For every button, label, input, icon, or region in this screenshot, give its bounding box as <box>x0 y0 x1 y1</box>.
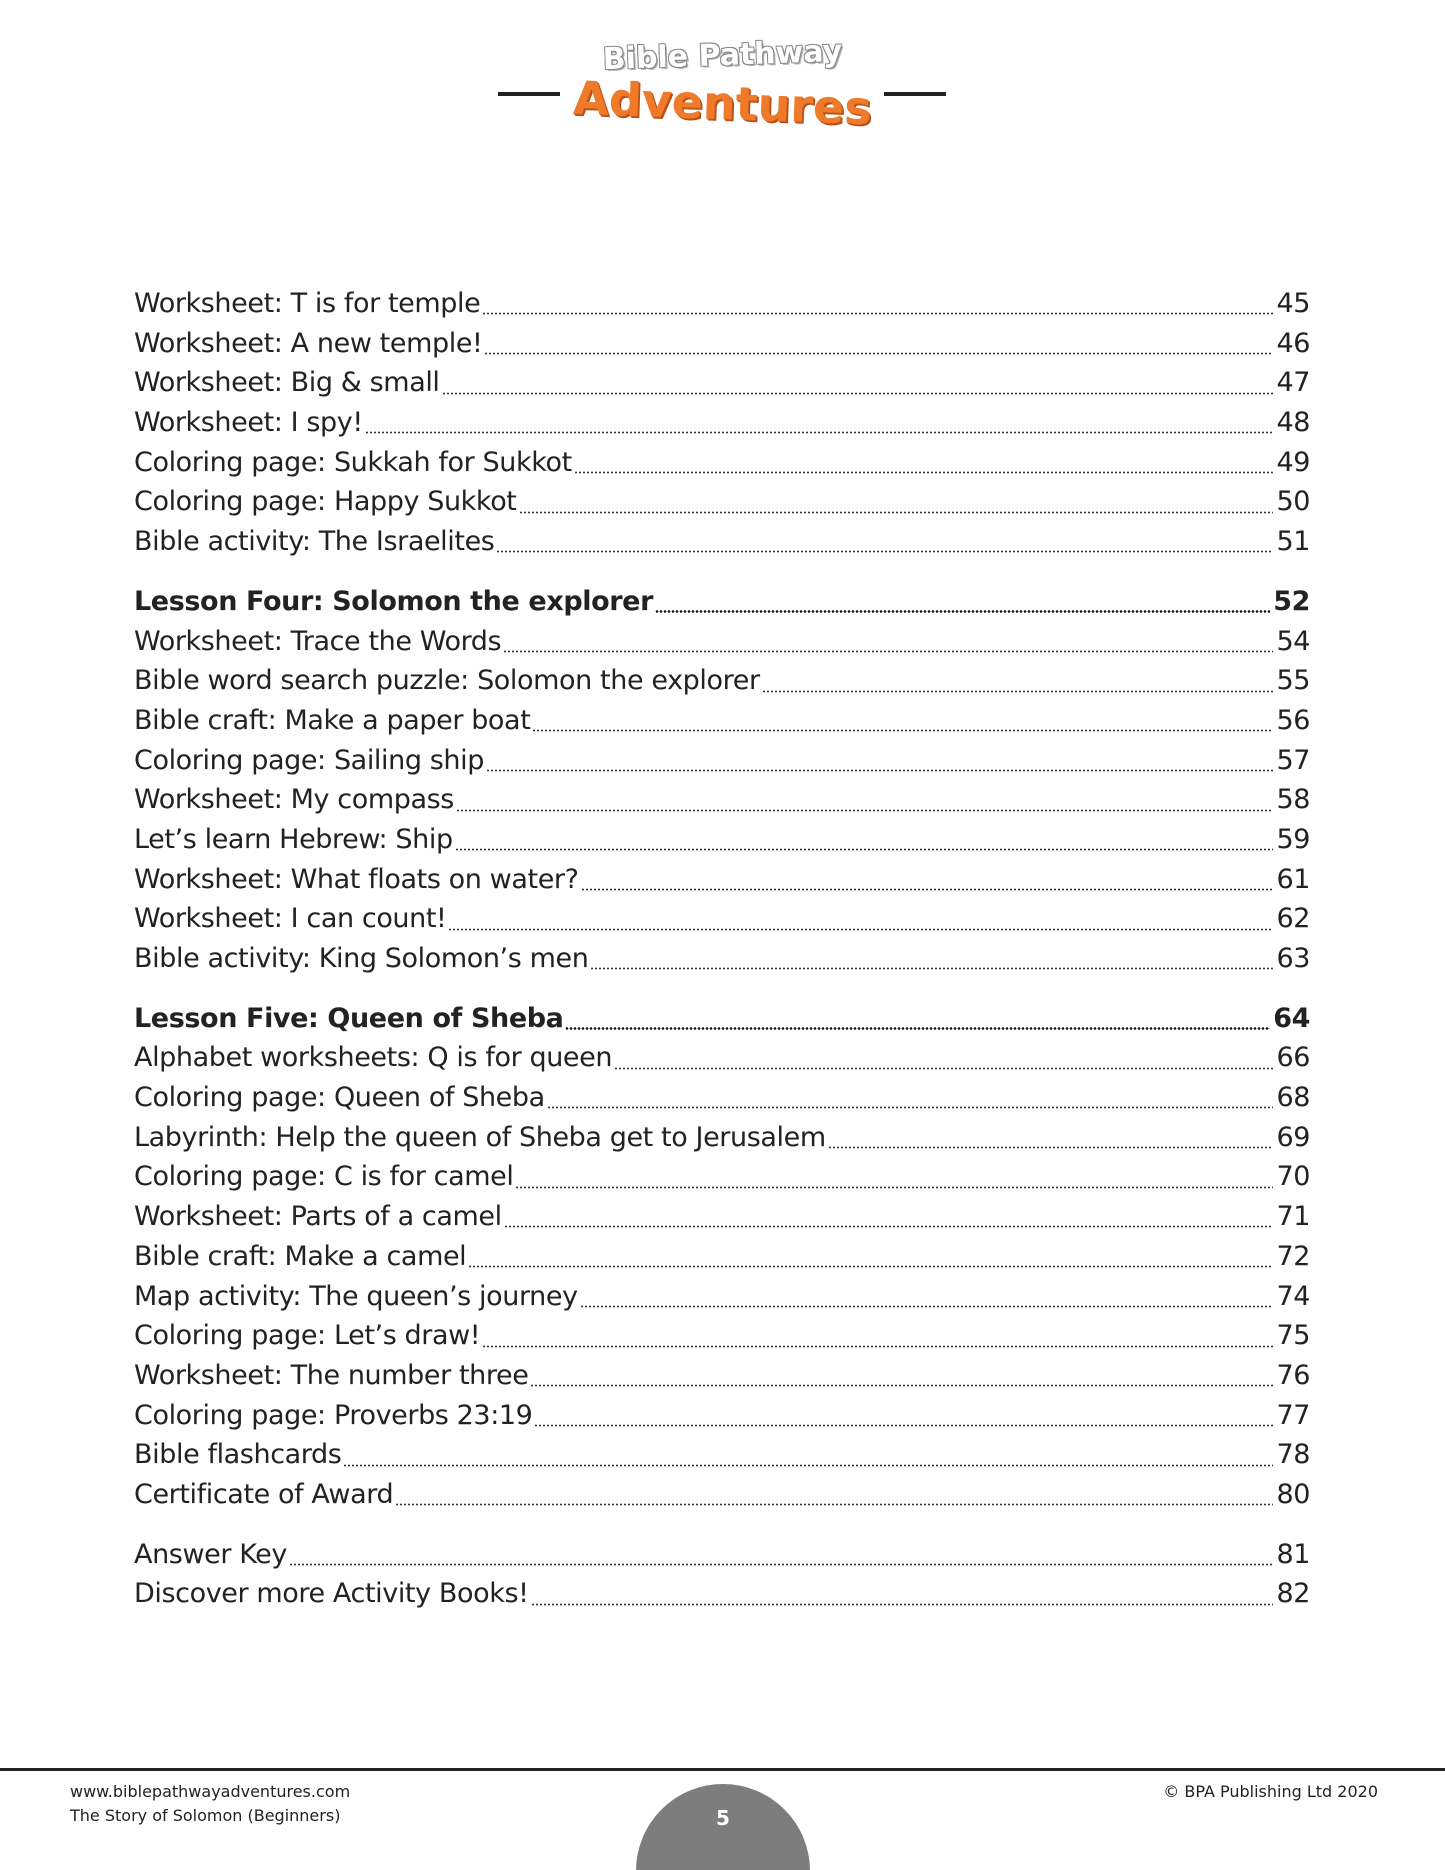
toc-entry-page: 55 <box>1276 665 1310 697</box>
toc-entry-page: 61 <box>1276 863 1310 895</box>
toc-dot-leader <box>614 1067 1273 1070</box>
logo-line-2: Adventures <box>572 70 873 136</box>
toc-entry-title: Answer Key <box>134 1538 287 1570</box>
toc-dot-leader <box>565 1027 1270 1030</box>
toc-dot-leader <box>456 809 1273 812</box>
toc-entry-title: Worksheet: A new temple! <box>134 327 483 359</box>
toc-dot-leader <box>503 650 1273 653</box>
toc-group-spacer <box>134 979 1310 999</box>
toc-entry-page: 52 <box>1273 585 1310 617</box>
toc-entry-page: 75 <box>1276 1320 1310 1352</box>
toc-entry-page: 69 <box>1276 1121 1310 1153</box>
toc-entry-page: 78 <box>1276 1439 1310 1471</box>
toc-entry-title: Worksheet: T is for temple <box>134 288 481 319</box>
toc-entry-page: 64 <box>1273 1002 1310 1034</box>
toc-entry-title: Worksheet: Parts of a camel <box>134 1201 502 1233</box>
toc-entry-title: Lesson Five: Queen of Sheba <box>134 1002 564 1034</box>
toc-entry[interactable] <box>134 1535 1310 1575</box>
toc-dot-leader <box>289 1563 1273 1566</box>
toc-entry-title: Coloring page: Proverbs 23:19 <box>134 1399 533 1431</box>
footer-divider <box>0 1768 1445 1771</box>
toc-dot-leader <box>762 690 1274 693</box>
toc-dot-leader <box>531 1603 1274 1606</box>
toc-entry-title: Bible craft: Make a paper boat <box>134 704 531 736</box>
toc-entry-page: 57 <box>1276 744 1310 776</box>
toc-entry-page: 49 <box>1276 446 1310 478</box>
toc-entry[interactable] <box>134 284 1310 324</box>
toc-dot-leader <box>442 392 1274 395</box>
table-of-contents <box>134 284 1310 1614</box>
footer-book-title: The Story of Solomon (Beginners) <box>70 1806 341 1825</box>
toc-dot-leader <box>534 1424 1273 1427</box>
toc-entry-title: Worksheet: I spy! <box>134 407 363 439</box>
toc-entry-page: 50 <box>1276 486 1310 518</box>
toc-entry-title: Lesson Four: Solomon the explorer <box>134 585 654 617</box>
toc-dot-leader <box>365 431 1274 434</box>
footer-copyright: © BPA Publishing Ltd 2020 <box>1163 1782 1378 1801</box>
toc-entry-page: 80 <box>1276 1478 1310 1510</box>
toc-entry-page: 59 <box>1276 823 1310 855</box>
toc-entry-title: Coloring page: Queen of Sheba <box>134 1082 545 1114</box>
toc-group-spacer <box>134 562 1310 582</box>
toc-entry[interactable] <box>134 443 1310 483</box>
toc-entry-title: Let’s learn Hebrew: Ship <box>134 823 453 855</box>
toc-dot-leader <box>448 928 1273 931</box>
toc-entry[interactable] <box>134 899 1310 939</box>
toc-dot-leader <box>484 352 1273 355</box>
toc-entry-title: Bible flashcards <box>134 1439 342 1471</box>
footer-left <box>70 1780 350 1828</box>
toc-entry[interactable] <box>134 741 1310 781</box>
toc-entry-title: Worksheet: My compass <box>134 784 454 816</box>
toc-dot-leader <box>515 1186 1273 1189</box>
toc-dot-leader <box>482 1345 1273 1348</box>
toc-dot-leader <box>468 1265 1273 1268</box>
toc-entry[interactable] <box>134 1356 1310 1396</box>
toc-entry-title: Discover more Activity Books! <box>134 1578 529 1610</box>
toc-entry-title: Bible craft: Make a camel <box>134 1240 467 1272</box>
toc-entry-title: Worksheet: Big & small <box>134 367 440 399</box>
toc-entry[interactable] <box>134 1316 1310 1356</box>
toc-entry-page: 81 <box>1276 1538 1310 1570</box>
toc-entry-page: 68 <box>1276 1082 1310 1114</box>
toc-entry[interactable] <box>134 363 1310 403</box>
toc-entry-page: 51 <box>1276 526 1310 558</box>
toc-entry[interactable] <box>134 1574 1310 1614</box>
toc-entry-title: Worksheet: The number three <box>134 1359 529 1391</box>
toc-entry-title: Coloring page: Sukkah for Sukkot <box>134 446 572 478</box>
toc-entry[interactable] <box>134 1078 1310 1118</box>
toc-entry-title: Certificate of Award <box>134 1478 394 1510</box>
toc-dot-leader <box>828 1146 1274 1149</box>
toc-entry[interactable] <box>134 939 1310 979</box>
toc-dot-leader <box>482 312 1273 315</box>
toc-entry-title: Alphabet worksheets: Q is for queen <box>134 1042 613 1074</box>
toc-dot-leader <box>519 511 1274 514</box>
toc-group-spacer <box>134 1515 1310 1535</box>
toc-entry[interactable] <box>134 661 1310 701</box>
toc-entry[interactable] <box>134 1038 1310 1078</box>
toc-entry-page: 63 <box>1276 943 1310 974</box>
toc-entry-page: 71 <box>1276 1201 1310 1233</box>
toc-entry[interactable] <box>134 1396 1310 1436</box>
toc-dot-leader <box>486 769 1273 772</box>
toc-entry-page: 70 <box>1276 1161 1310 1193</box>
toc-entry[interactable] <box>134 1157 1310 1197</box>
toc-entry-page: 62 <box>1276 903 1310 935</box>
toc-dot-leader <box>530 1384 1273 1387</box>
toc-entry-page: 77 <box>1276 1399 1310 1431</box>
toc-lesson-heading[interactable] <box>134 582 1310 622</box>
toc-dot-leader <box>504 1225 1274 1228</box>
toc-entry-title: Coloring page: Sailing ship <box>134 744 484 776</box>
toc-entry-title: Coloring page: Let’s draw! <box>134 1320 481 1352</box>
toc-entry[interactable] <box>134 780 1310 820</box>
toc-entry-page: 76 <box>1276 1359 1310 1391</box>
toc-entry[interactable] <box>134 324 1310 364</box>
toc-entry[interactable] <box>134 1435 1310 1475</box>
toc-entry-title: Bible word search puzzle: Solomon the explorer <box>134 665 760 697</box>
toc-entry-title: Bible activity: King Solomon’s men <box>134 943 589 974</box>
toc-entry-title: Worksheet: I can count! <box>134 903 447 935</box>
toc-entry[interactable] <box>134 1277 1310 1317</box>
toc-entry-title: Labyrinth: Help the queen of Sheba get to Jerusalem <box>134 1121 826 1153</box>
toc-entry-page: 72 <box>1276 1240 1310 1272</box>
toc-entry-title: Worksheet: What floats on water? <box>134 863 579 895</box>
toc-entry-title: Coloring page: C is for camel <box>134 1161 514 1193</box>
toc-entry[interactable] <box>134 1237 1310 1277</box>
toc-dot-leader <box>655 610 1270 613</box>
toc-lesson-heading[interactable] <box>134 999 1310 1039</box>
toc-entry[interactable] <box>134 522 1310 562</box>
toc-dot-leader <box>343 1464 1273 1467</box>
logo-line-1: Bible Pathway <box>602 33 843 78</box>
toc-entry-page: 66 <box>1276 1042 1310 1074</box>
toc-dot-leader <box>574 471 1274 474</box>
toc-entry-page: 54 <box>1276 625 1310 657</box>
toc-dot-leader <box>532 729 1273 732</box>
toc-entry[interactable] <box>134 860 1310 900</box>
toc-entry-page: 47 <box>1276 367 1310 399</box>
footer-website[interactable]: www.biblepathwayadventures.com <box>70 1782 351 1801</box>
toc-entry-page: 74 <box>1276 1280 1310 1312</box>
toc-entry[interactable] <box>134 1475 1310 1515</box>
toc-entry-title: Map activity: The queen’s journey <box>134 1280 578 1312</box>
toc-entry-page: 46 <box>1276 327 1310 359</box>
toc-entry-page: 82 <box>1276 1578 1310 1610</box>
toc-entry[interactable] <box>134 482 1310 522</box>
toc-dot-leader <box>547 1106 1274 1109</box>
bible-pathway-adventures-logo <box>0 32 1445 142</box>
toc-entry-title: Worksheet: Trace the Words <box>134 625 502 657</box>
toc-dot-leader <box>580 1305 1274 1308</box>
toc-dot-leader <box>496 550 1273 553</box>
toc-entry[interactable] <box>134 403 1310 443</box>
page-number: 5 <box>716 1806 730 1830</box>
toc-entry[interactable] <box>134 622 1310 662</box>
toc-entry[interactable] <box>134 1197 1310 1237</box>
page-number-badge <box>636 1784 810 1870</box>
toc-entry[interactable] <box>134 820 1310 860</box>
toc-entry-page: 56 <box>1276 704 1310 736</box>
toc-entry[interactable] <box>134 701 1310 741</box>
toc-entry[interactable] <box>134 1118 1310 1158</box>
toc-entry-title: Coloring page: Happy Sukkot <box>134 486 517 518</box>
toc-dot-leader <box>581 888 1274 891</box>
toc-entry-page: 45 <box>1276 288 1310 319</box>
toc-dot-leader <box>455 848 1274 851</box>
toc-dot-leader <box>590 967 1273 970</box>
toc-entry-page: 48 <box>1276 407 1310 439</box>
toc-entry-title: Bible activity: The Israelites <box>134 526 495 558</box>
toc-entry-page: 58 <box>1276 784 1310 816</box>
toc-dot-leader <box>395 1503 1273 1506</box>
